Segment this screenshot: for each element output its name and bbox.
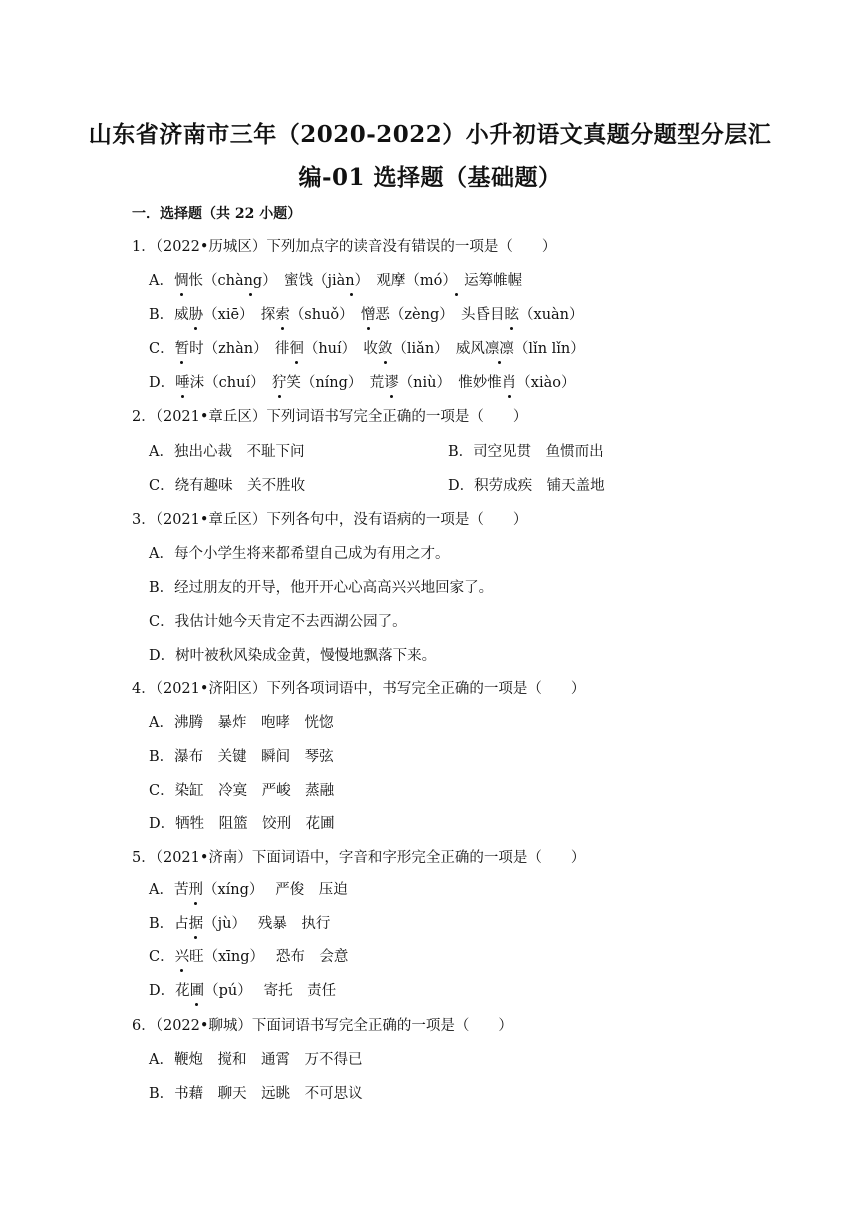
question-5-option-b: B．占据（jù） 残暴 执行 (149, 912, 330, 933)
question-4-option-d: D．牺牲 阻篮 饺刑 花圃 (149, 816, 335, 832)
question-2-option-b: B．司空见贯 鱼惯而出 (448, 444, 604, 460)
question-3-option-c: C．我估计她今天肯定不去西湖公园了。 (149, 614, 407, 630)
question-2-stem: 2．（2021•章丘区）下列词语书写完全正确的一项是（ ） (132, 409, 528, 425)
question-1-stem: 1．（2022•历城区）下列加点字的读音没有错误的一项是（ ） (132, 239, 557, 255)
question-1-option-c: C．暂时（zhàn） 徘徊（huí） 收敛（liǎn） 威风凛凛（lǐn lǐn） (149, 337, 585, 358)
question-6-stem: 6．（2022•聊城）下面词语书写完全正确的一项是（ ） (132, 1018, 513, 1034)
question-2-option-d: D．积劳成疾 铺天盖地 (448, 478, 605, 494)
question-4-option-c: C．染缸 冷寞 严峻 蒸融 (149, 783, 335, 799)
question-4-option-b: B．瀑布 关键 瞬间 琴弦 (149, 749, 334, 765)
question-3-option-b: B．经过朋友的开导，他开开心心高高兴兴地回家了。 (149, 580, 494, 596)
question-1-option-a: A．惆怅（chàng） 蜜饯（jiàn） 观摩（mó） 运筹帷幄 (149, 269, 522, 290)
question-2-option-a: A．独出心裁 不耻下问 (149, 444, 305, 460)
document-title-line1: 山东省济南市三年（2020-2022）小升初语文真题分题型分层汇 (88, 121, 772, 148)
question-6-option-b: B．书藉 聊天 远眺 不可思议 (149, 1086, 363, 1102)
question-6-option-a: A．鞭炮 搅和 通霄 万不得已 (149, 1052, 363, 1068)
question-5-option-c: C．兴旺（xīng） 恐布 会意 (149, 945, 348, 966)
question-4-option-a: A．沸腾 暴炸 咆哮 恍惚 (149, 715, 334, 731)
question-1-option-b: B．威胁（xiē） 探索（shuǒ） 憎恶（zèng） 头昏目眩（xuàn） (149, 303, 584, 324)
question-4-stem: 4．（2021•济阳区）下列各项词语中，书写完全正确的一项是（ ） (132, 681, 586, 697)
question-5-option-d: D．花圃（pú） 寄托 责任 (149, 979, 336, 1000)
question-1-option-d: D．唾沫（chuí） 狞笑（níng） 荒谬（niù） 惟妙惟肖（xiào） (149, 371, 575, 392)
document-title-line2: 编-01 选择题（基础题） (298, 164, 562, 191)
question-3-option-d: D．树叶被秋风染成金黄，慢慢地飘落下来。 (149, 648, 437, 664)
section-heading: 一．选择题（共 22 小题） (132, 206, 302, 222)
question-5-option-a: A．苦刑（xíng） 严俊 压迫 (149, 878, 348, 899)
question-3-option-a: A．每个小学生将来都希望自己成为有用之才。 (149, 546, 450, 562)
question-2-option-c: C．绕有趣味 关不胜收 (149, 478, 306, 494)
question-5-stem: 5．（2021•济南）下面词语中，字音和字形完全正确的一项是（ ） (132, 850, 586, 866)
question-3-stem: 3．（2021•章丘区）下列各句中，没有语病的一项是（ ） (132, 512, 528, 528)
